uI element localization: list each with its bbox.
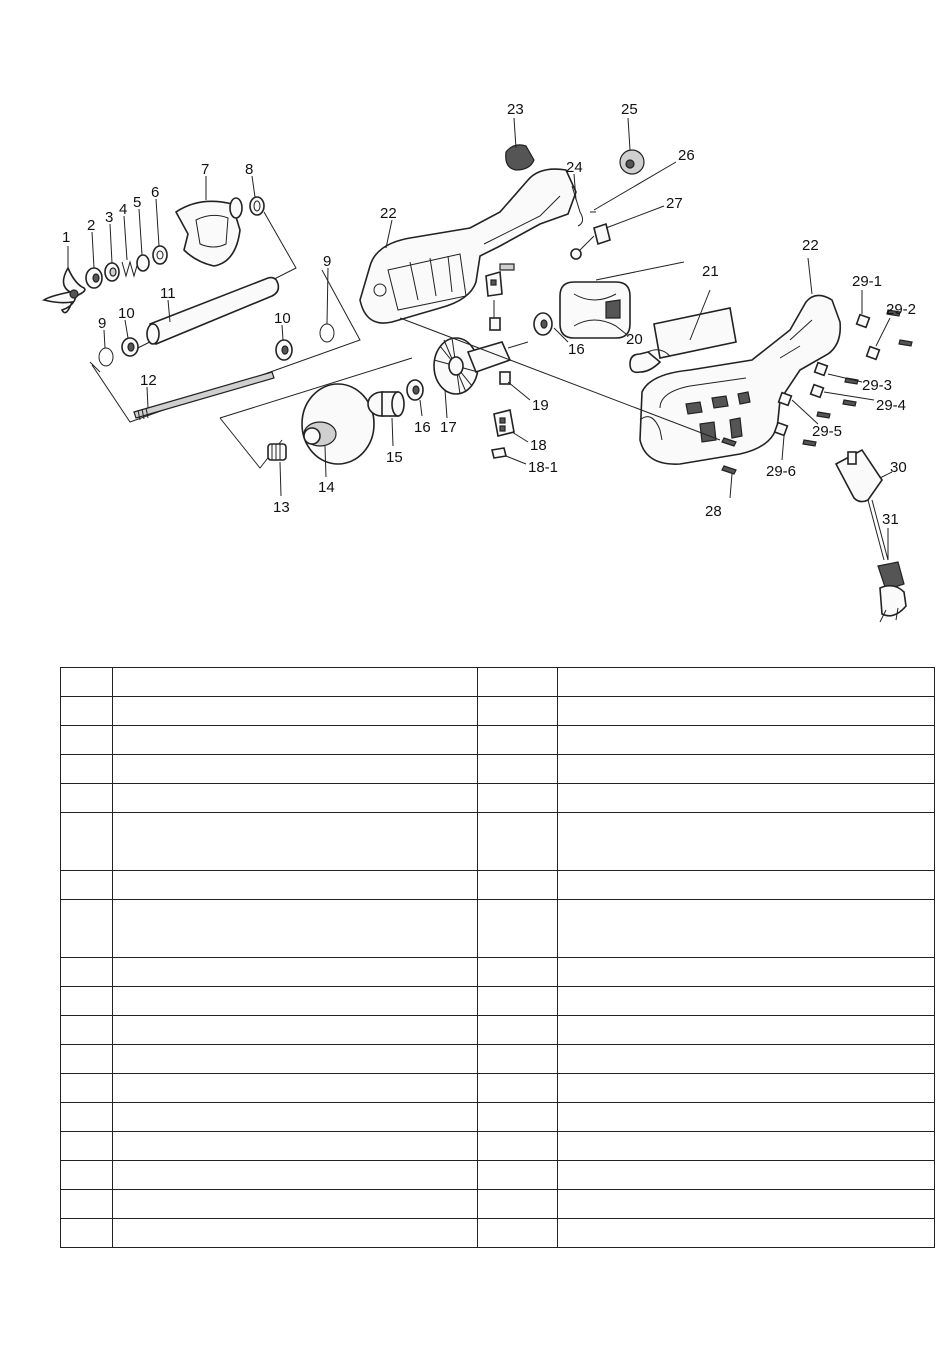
table-cell-no [61, 755, 113, 784]
table-cell-name2 [558, 697, 935, 726]
part-22-housing-left [360, 169, 576, 323]
table-cell-name2 [558, 871, 935, 900]
part-5-ring [137, 255, 149, 271]
table-cell-name [113, 1132, 478, 1161]
table-cell-name2 [558, 784, 935, 813]
table-cell-name2 [558, 755, 935, 784]
table-cell-no2 [478, 726, 558, 755]
table-cell-name [113, 900, 478, 958]
table-cell-no2 [478, 1074, 558, 1103]
part-7-guard [176, 198, 242, 266]
table-row [61, 726, 935, 755]
label-3: 3 [105, 209, 114, 226]
label-17: 17 [440, 419, 457, 436]
table-cell-no2 [478, 668, 558, 697]
label-29-6: 29-6 [766, 463, 797, 480]
part-29-6-nut [775, 423, 816, 446]
table-cell-no [61, 900, 113, 958]
parts-list-table [60, 667, 935, 1248]
label-11: 11 [160, 285, 176, 302]
part-21-label [654, 308, 736, 358]
part-29-2-nut [867, 340, 912, 359]
table-cell-name [113, 813, 478, 871]
table-cell-name [113, 1074, 478, 1103]
part-3-washer [105, 263, 119, 281]
table-cell-name2 [558, 1016, 935, 1045]
label-10-right: 10 [274, 310, 291, 327]
table-cell-no [61, 668, 113, 697]
table-row [61, 697, 935, 726]
label-16-upper: 16 [568, 341, 585, 358]
part-20-stator [560, 282, 630, 338]
part-27-switch [571, 224, 610, 259]
table-row [61, 1074, 935, 1103]
table-cell-name [113, 1103, 478, 1132]
label-25: 25 [621, 101, 638, 118]
part-10-bearing-right [276, 340, 292, 360]
label-20: 20 [626, 331, 643, 348]
table-cell-name [113, 1190, 478, 1219]
label-23: 23 [507, 101, 524, 118]
part-8-ring [250, 197, 264, 215]
label-9-left: 9 [98, 315, 107, 332]
label-19: 19 [532, 397, 549, 414]
table-cell-no2 [478, 1016, 558, 1045]
table-cell-no [61, 1132, 113, 1161]
label-6: 6 [151, 184, 160, 201]
table-cell-name2 [558, 1045, 935, 1074]
table-cell-no [61, 1161, 113, 1190]
label-28: 28 [705, 503, 722, 520]
table-cell-no [61, 871, 113, 900]
label-30: 30 [890, 459, 907, 476]
table-cell-no2 [478, 1132, 558, 1161]
table-cell-no [61, 987, 113, 1016]
table-cell-name [113, 755, 478, 784]
table-row [61, 871, 935, 900]
table-row [61, 1161, 935, 1190]
table-cell-name2 [558, 726, 935, 755]
table-row [61, 813, 935, 871]
table-cell-no2 [478, 1219, 558, 1248]
table-cell-name2 [558, 1161, 935, 1190]
label-14: 14 [318, 479, 335, 496]
table-row [61, 755, 935, 784]
part-9-oring-right [320, 324, 334, 342]
table-cell-no2 [478, 958, 558, 987]
part-2-nut [86, 268, 102, 288]
table-cell-no [61, 726, 113, 755]
table-row [61, 1103, 935, 1132]
part-29-4-nut [811, 385, 856, 406]
label-29-4: 29-4 [876, 397, 907, 414]
label-29-2: 29-2 [886, 301, 917, 318]
part-15-coupling [368, 392, 404, 416]
part-9-oring-left [99, 348, 113, 366]
table-cell-name2 [558, 1074, 935, 1103]
label-21: 21 [702, 263, 719, 280]
label-1: 1 [62, 229, 71, 246]
part-14-gear-housing [302, 384, 374, 464]
table-cell-no [61, 958, 113, 987]
table-cell-no2 [478, 1103, 558, 1132]
table-cell-name [113, 1045, 478, 1074]
table-row [61, 1045, 935, 1074]
table-row [61, 1132, 935, 1161]
table-cell-name [113, 726, 478, 755]
table-cell-no [61, 697, 113, 726]
part-16-bearing-upper [534, 313, 552, 335]
table-cell-name2 [558, 668, 935, 697]
table-cell-no2 [478, 987, 558, 1016]
table-cell-name [113, 1161, 478, 1190]
label-10-left: 10 [118, 305, 135, 322]
part-4-spring [122, 262, 138, 276]
table-cell-name [113, 1016, 478, 1045]
table-cell-name2 [558, 1190, 935, 1219]
part-6-ring [153, 246, 167, 264]
table-cell-no2 [478, 871, 558, 900]
table-row [61, 958, 935, 987]
part-23-button [506, 145, 534, 170]
part-17-armature [434, 338, 528, 394]
table-cell-name [113, 784, 478, 813]
label-13: 13 [273, 499, 290, 516]
part-1-blade [44, 268, 85, 313]
table-row [61, 668, 935, 697]
table-cell-name2 [558, 1132, 935, 1161]
table-row [61, 900, 935, 958]
table-cell-no [61, 1045, 113, 1074]
table-cell-no [61, 1016, 113, 1045]
table-row [61, 784, 935, 813]
label-29-1: 29-1 [852, 273, 883, 290]
part-small-clip [500, 264, 514, 270]
table-cell-name [113, 697, 478, 726]
table-cell-no [61, 1190, 113, 1219]
part-brush-upper [486, 272, 502, 330]
exploded-parts-diagram [0, 0, 950, 640]
label-29-3: 29-3 [862, 377, 893, 394]
label-16-center: 16 [414, 419, 431, 436]
table-cell-no2 [478, 755, 558, 784]
label-29-5: 29-5 [812, 423, 843, 440]
table-cell-name2 [558, 1103, 935, 1132]
label-22-right: 22 [802, 237, 819, 254]
part-30-cord-guard [836, 450, 882, 502]
label-2: 2 [87, 217, 96, 234]
label-22-left: 22 [380, 205, 397, 222]
part-24-switch-lever [572, 186, 583, 226]
table-cell-no [61, 1219, 113, 1248]
table-cell-name [113, 668, 478, 697]
table-cell-name [113, 1219, 478, 1248]
table-cell-no2 [478, 697, 558, 726]
part-16-bearing-center [407, 380, 423, 400]
table-cell-no2 [478, 1045, 558, 1074]
table-cell-name2 [558, 958, 935, 987]
table-cell-no [61, 784, 113, 813]
table-cell-name2 [558, 1219, 935, 1248]
part-13-gear [268, 444, 286, 460]
table-cell-name [113, 958, 478, 987]
part-18-brush-holder [494, 410, 514, 436]
part-18-1-brush [492, 448, 506, 458]
table-row [61, 1190, 935, 1219]
label-7: 7 [201, 161, 210, 178]
part-29-5-nut [779, 393, 830, 418]
table-cell-no2 [478, 813, 558, 871]
table-cell-no [61, 1103, 113, 1132]
label-9-right: 9 [323, 253, 332, 270]
label-12: 12 [140, 372, 157, 389]
label-4: 4 [119, 201, 128, 218]
table-cell-no2 [478, 784, 558, 813]
table-cell-name2 [558, 987, 935, 1016]
table-row [61, 1016, 935, 1045]
label-18: 18 [530, 437, 547, 454]
label-8: 8 [245, 161, 254, 178]
table-cell-no [61, 1074, 113, 1103]
label-18-1: 18-1 [528, 459, 559, 476]
table-row [61, 987, 935, 1016]
part-29-3-nut [815, 363, 858, 384]
table-row [61, 1219, 935, 1248]
table-cell-name2 [558, 813, 935, 871]
table-cell-name2 [558, 900, 935, 958]
label-26: 26 [678, 147, 695, 164]
table-cell-no2 [478, 1161, 558, 1190]
table-cell-name [113, 987, 478, 1016]
table-cell-no [61, 813, 113, 871]
table-cell-no2 [478, 1190, 558, 1219]
table-cell-name [113, 871, 478, 900]
table-cell-no2 [478, 900, 558, 958]
label-24: 24 [566, 159, 583, 176]
part-25-knob [620, 150, 644, 174]
label-31: 31 [882, 511, 899, 528]
label-27: 27 [666, 195, 683, 212]
label-5: 5 [133, 194, 142, 211]
label-15: 15 [386, 449, 403, 466]
part-10-bearing-left [122, 338, 138, 356]
